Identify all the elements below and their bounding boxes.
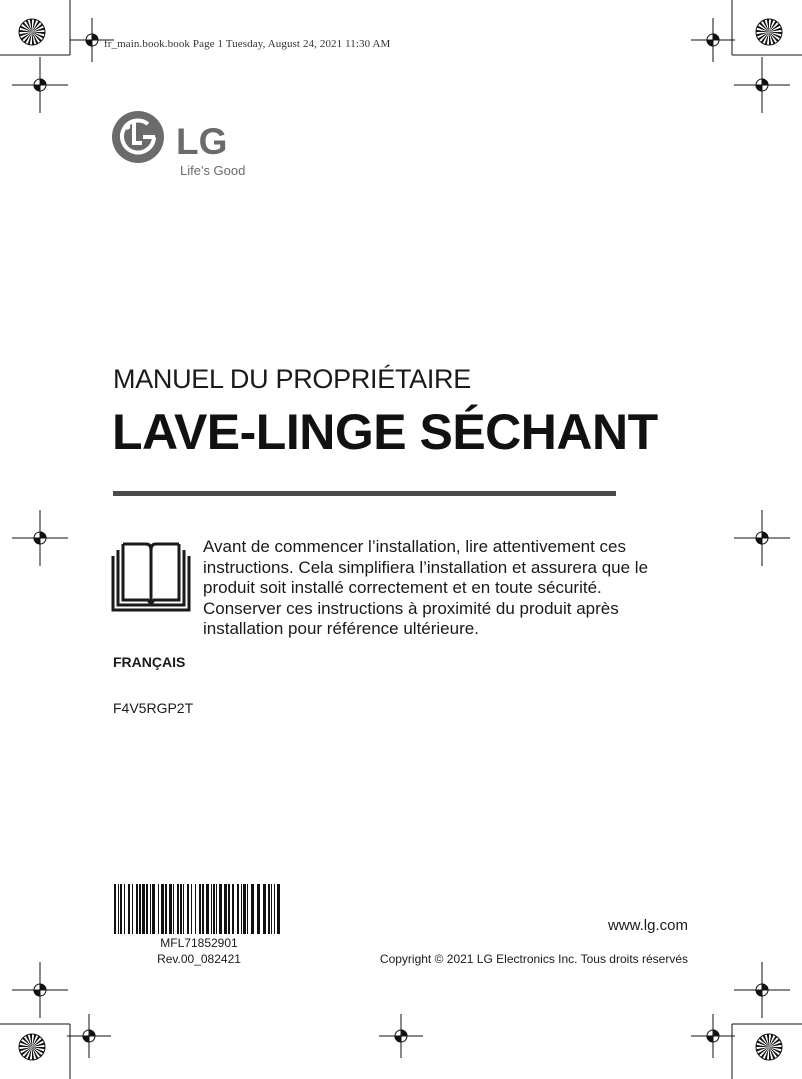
instructions-line: installation pour référence ultérieure. xyxy=(203,619,479,638)
barcode-bar xyxy=(177,884,179,934)
registration-crosshair xyxy=(12,57,68,113)
document-type: MANUEL DU PROPRIÉTAIRE xyxy=(113,364,471,394)
registration-crosshair xyxy=(691,18,735,62)
model-number: F4V5RGP2T xyxy=(113,700,194,716)
barcode-bar xyxy=(128,884,130,934)
instructions-line: Avant de commencer l’installation, lire attentivement ces xyxy=(203,537,626,556)
language-label: FRANÇAIS xyxy=(113,654,186,670)
barcode-bar xyxy=(118,884,119,934)
part-number: MFL71852901 xyxy=(160,936,238,950)
lg-logo xyxy=(112,111,262,181)
barcode-bar xyxy=(187,884,189,934)
barcode-bar xyxy=(150,884,151,934)
barcode-bar xyxy=(132,884,133,934)
barcode-bar xyxy=(199,884,201,934)
lg-face-logo-icon xyxy=(112,111,164,163)
barcode-bar xyxy=(271,884,272,934)
revision-code: Rev.00_082421 xyxy=(157,952,241,966)
registration-star xyxy=(756,1034,782,1060)
copyright-notice: Copyright © 2021 LG Electronics Inc. Tous droits réservés xyxy=(379,952,688,966)
registration-crosshair xyxy=(379,1014,423,1058)
registration-crosshair xyxy=(67,1014,111,1058)
barcode-icon xyxy=(112,884,286,934)
barcode-bar xyxy=(219,884,222,934)
barcode-bar xyxy=(228,884,230,934)
registration-star xyxy=(756,19,782,45)
barcode-bar xyxy=(161,884,164,934)
barcode-bar xyxy=(211,884,212,934)
barcode-bar xyxy=(216,884,217,934)
barcode-bar xyxy=(191,884,192,934)
product-title: LAVE-LINGE SÉCHANT xyxy=(112,404,658,460)
barcode-bar xyxy=(243,884,246,934)
registration-crosshair xyxy=(734,510,790,566)
barcode-bar xyxy=(241,884,242,934)
lg-slogan: Life's Good xyxy=(180,163,246,178)
barcode-bar xyxy=(158,884,159,934)
barcode-bar xyxy=(213,884,215,934)
barcode-bar xyxy=(152,884,155,934)
barcode-bar xyxy=(257,884,260,934)
barcode-bar xyxy=(195,884,196,934)
barcode-bar xyxy=(169,884,172,934)
barcode-bar xyxy=(173,884,174,934)
lg-logo-text: LG xyxy=(176,121,228,162)
barcode-bar xyxy=(263,884,266,934)
print-slug: fr_main.book.book Page 1 Tuesday, August 24, 2021 11:30 AM xyxy=(104,38,391,50)
barcode-bar xyxy=(206,884,209,934)
barcode-bar xyxy=(124,884,125,934)
barcode-bar xyxy=(247,884,248,934)
registration-star xyxy=(19,1034,45,1060)
barcode-bar xyxy=(180,884,182,934)
barcode-bar xyxy=(136,884,138,934)
title-divider xyxy=(113,491,616,496)
website-link[interactable]: www.lg.com xyxy=(607,917,688,934)
barcode-bar xyxy=(146,884,148,934)
registration-crosshair xyxy=(691,1014,735,1058)
barcode-bar xyxy=(183,884,184,934)
registration-crosshair xyxy=(734,962,790,1018)
instructions-line: Conserver ces instructions à proximité du produit après xyxy=(203,598,619,618)
barcode-bar xyxy=(224,884,227,934)
registration-star xyxy=(19,19,45,45)
open-book-icon xyxy=(110,538,192,612)
barcode-bar xyxy=(237,884,239,934)
barcode-bar xyxy=(120,884,122,934)
instructions-line: instructions. Cela simplifiera l’installation et assurera que le xyxy=(203,557,649,577)
barcode-bar xyxy=(268,884,270,934)
barcode-bar xyxy=(165,884,167,934)
barcode-bar xyxy=(142,884,145,934)
barcode-bar xyxy=(202,884,204,934)
safety-instructions xyxy=(203,537,683,640)
barcode-bar xyxy=(251,884,254,934)
barcode-bar xyxy=(232,884,234,934)
registration-crosshair xyxy=(734,57,790,113)
barcode-bar xyxy=(277,884,280,934)
registration-crosshair xyxy=(12,510,68,566)
instructions-line: produit soit installé correctement et en toute sécurité. xyxy=(203,578,602,597)
barcode-bar xyxy=(274,884,275,934)
barcode-bar xyxy=(114,884,116,934)
barcode-bar xyxy=(139,884,141,934)
registration-crosshair xyxy=(12,962,68,1018)
